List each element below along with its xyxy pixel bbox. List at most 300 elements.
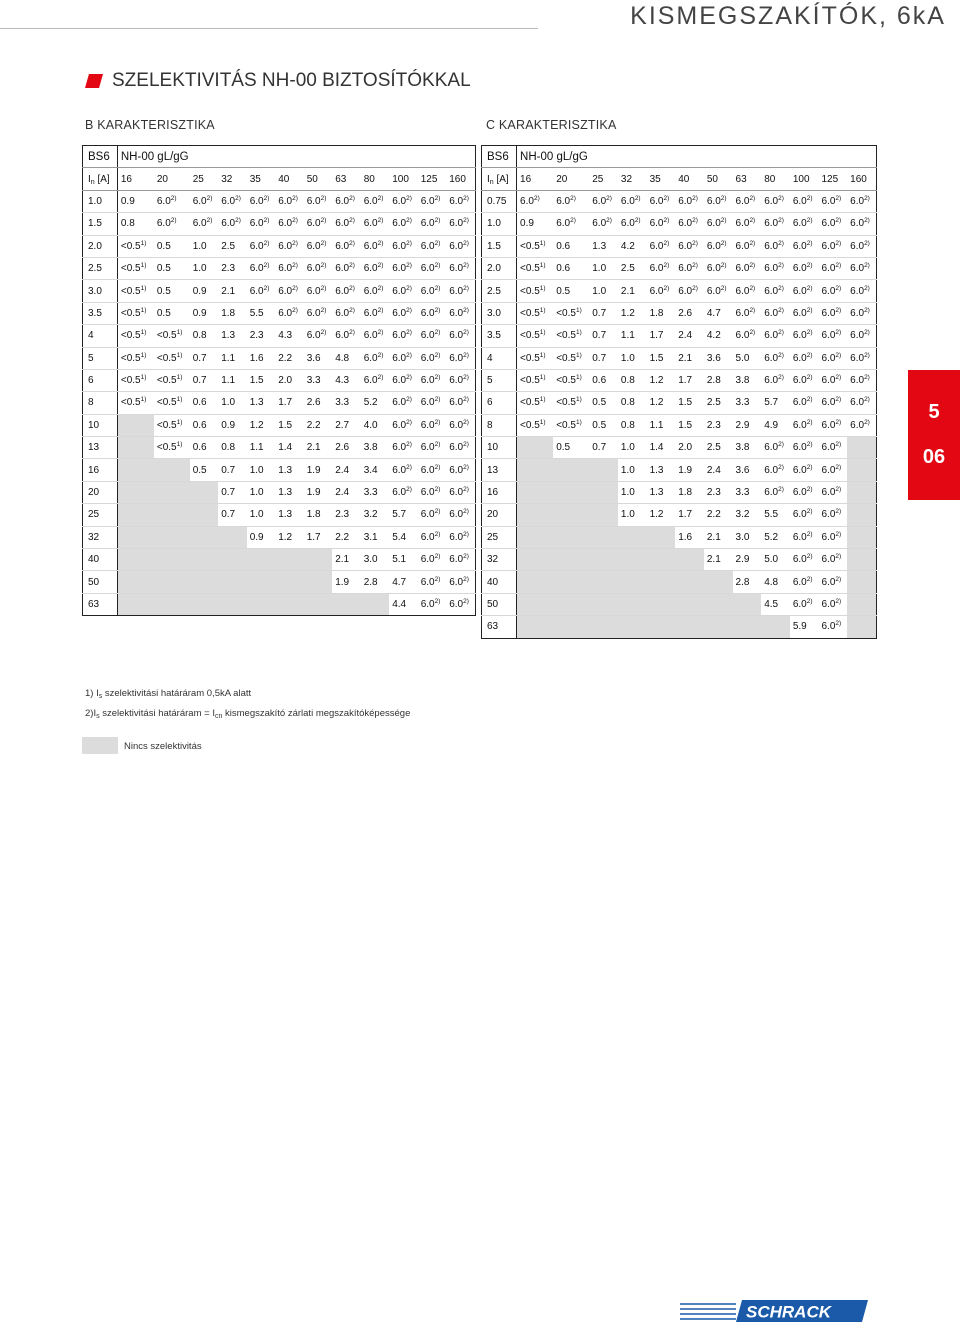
selectivity-cell xyxy=(704,257,733,279)
chapter-number: 5 xyxy=(928,401,940,423)
selectivity-cell xyxy=(190,280,219,302)
footnote-mark: 2) xyxy=(320,329,327,337)
cell-value: 4.3 xyxy=(335,375,350,387)
footnote-mark: 2) xyxy=(692,239,698,247)
footnote-mark: 1) xyxy=(575,306,582,314)
cell-value: 4.4 xyxy=(392,599,407,610)
selectivity-cell xyxy=(847,190,876,212)
cell-value: 1.5 xyxy=(649,352,664,364)
selectivity-cell xyxy=(218,190,247,212)
selectivity-cell xyxy=(704,526,733,548)
selectivity-cell xyxy=(819,347,848,369)
cell-value: 2.4 xyxy=(335,464,350,476)
row-rated-current: 20 xyxy=(482,504,517,526)
cell-value: 0.8 xyxy=(120,218,135,230)
selectivity-cell xyxy=(647,302,676,324)
row-rated-current: 6 xyxy=(482,392,517,414)
cell-value: 2.6 xyxy=(678,307,693,319)
table-row xyxy=(482,392,877,414)
cell-value: 0.8 xyxy=(620,419,635,431)
no-selectivity-cell xyxy=(704,616,733,638)
cell-value: 0.8 xyxy=(620,397,635,409)
row-rated-current: 40 xyxy=(482,571,517,593)
cell-value: 6.0 xyxy=(449,442,464,454)
footnote-mark: 2) xyxy=(349,217,355,225)
footnote-mark: 2) xyxy=(377,374,384,382)
cell-value: 6.0 xyxy=(792,330,807,342)
cell-value: 2.3 xyxy=(706,419,721,431)
footnote-mark: 2) xyxy=(749,194,756,202)
cell-value: 0.5 xyxy=(156,285,171,297)
footnote-mark: 2) xyxy=(463,553,469,561)
selectivity-cell xyxy=(154,302,190,324)
fuse-rating-header: 40 xyxy=(275,168,304,190)
cell-value: 0.7 xyxy=(221,487,236,499)
cell-value: 6.0 xyxy=(306,195,321,207)
cell-value: 1.0 xyxy=(249,487,264,499)
selectivity-cell xyxy=(761,213,790,235)
selectivity-cell xyxy=(675,302,704,324)
cell-value: 6.0 xyxy=(449,419,464,431)
cell-value: 6.0 xyxy=(449,487,464,499)
cell-value: 4.7 xyxy=(392,576,407,588)
selectivity-cell xyxy=(389,257,418,279)
footnote-mark: 1) xyxy=(140,351,147,359)
footnote-mark: 1) xyxy=(539,329,546,337)
selectivity-cell xyxy=(847,280,876,302)
selectivity-cell xyxy=(618,190,647,212)
cell-value: 1.0 xyxy=(192,240,207,252)
fuse-rating-header: 32 xyxy=(218,168,247,190)
no-selectivity-cell xyxy=(117,549,153,571)
table-row xyxy=(482,437,877,459)
cell-value: 6.0 xyxy=(420,576,435,588)
selectivity-cell xyxy=(618,235,647,257)
cell-value: 6.0 xyxy=(420,487,435,499)
footnote-mark: 2) xyxy=(434,262,441,270)
cell-value: <0.5 xyxy=(156,397,177,409)
footnote-mark: 2) xyxy=(835,486,842,494)
selectivity-cell xyxy=(704,190,733,212)
cell-value: 3.0 xyxy=(735,531,750,543)
footnote-mark: 2) xyxy=(864,351,870,359)
row-rated-current: 32 xyxy=(83,526,118,548)
selectivity-cell xyxy=(275,347,304,369)
no-selectivity-cell xyxy=(247,593,276,615)
footnote-mark: 2) xyxy=(749,329,756,337)
cell-value: <0.5 xyxy=(156,442,177,454)
selectivity-cell xyxy=(418,593,447,615)
selectivity-cell xyxy=(675,526,704,548)
cell-value: 6.0 xyxy=(706,263,721,275)
selectivity-cell xyxy=(647,481,676,503)
cell-value: 6.0 xyxy=(392,263,407,275)
selectivity-cell xyxy=(446,571,475,593)
cell-value: 6.0 xyxy=(363,330,378,342)
no-selectivity-cell xyxy=(117,459,153,481)
footnote-mark: 2) xyxy=(835,217,842,225)
selectivity-cell xyxy=(218,437,247,459)
row-rated-current: 63 xyxy=(482,616,517,638)
no-selectivity-cell xyxy=(618,593,647,615)
cell-value: 5.2 xyxy=(764,531,779,543)
cell-value: 6.0 xyxy=(735,285,750,297)
cell-value: 4.8 xyxy=(335,352,350,364)
table-row xyxy=(83,392,476,414)
footnote-mark: 2) xyxy=(864,418,870,426)
footnote-mark: 2) xyxy=(864,217,870,225)
footnote-mark: 2) xyxy=(206,217,213,225)
selectivity-cell xyxy=(517,392,554,414)
cell-value: 3.1 xyxy=(363,531,378,543)
selectivity-cell xyxy=(418,526,447,548)
footnote-mark: 2) xyxy=(406,463,412,471)
cell-value: 6.0 xyxy=(792,195,807,207)
cell-value: 6.0 xyxy=(420,195,435,207)
footnote-mark: 2) xyxy=(570,194,576,202)
selectivity-cell xyxy=(618,280,647,302)
cell-value: 6.0 xyxy=(706,240,721,252)
footnote-mark: 2) xyxy=(320,262,327,270)
cell-value: 6.0 xyxy=(678,263,693,275)
selectivity-cell xyxy=(389,571,418,593)
selectivity-cell xyxy=(517,325,554,347)
cell-value: <0.5 xyxy=(520,285,540,297)
footnote-mark: 2) xyxy=(463,217,469,225)
rated-current-unit: [A] xyxy=(94,173,110,185)
cell-value: 0.7 xyxy=(221,464,236,476)
cell-value: 6.0 xyxy=(850,352,865,364)
cell-value: 0.9 xyxy=(249,531,264,543)
selectivity-cell xyxy=(389,302,418,324)
footnote-mark: 2) xyxy=(263,217,270,225)
row-rated-current: 13 xyxy=(482,459,517,481)
footnote-mark: 2) xyxy=(406,262,412,270)
footnote-mark: 2) xyxy=(349,329,355,337)
no-selectivity-cell xyxy=(618,549,647,571)
selectivity-cell xyxy=(190,347,219,369)
selectivity-cell xyxy=(247,235,276,257)
footnote-mark: 2) xyxy=(806,262,813,270)
cell-value: 6.0 xyxy=(420,442,435,454)
cell-value: <0.5 xyxy=(156,419,177,431)
legend-label: Nincs szelektivitás xyxy=(124,741,202,752)
cell-value: 2.9 xyxy=(735,554,750,566)
selectivity-cell xyxy=(589,414,618,436)
cell-value: 6.0 xyxy=(420,464,435,476)
selectivity-cell xyxy=(247,257,276,279)
cell-value: 6.0 xyxy=(449,599,464,610)
cell-value: <0.5 xyxy=(120,307,141,319)
cell-value: 6.0 xyxy=(363,352,378,364)
cell-value: 1.2 xyxy=(249,419,264,431)
selectivity-cell xyxy=(675,437,704,459)
selectivity-cell xyxy=(790,549,819,571)
row-rated-current: 25 xyxy=(482,526,517,548)
cell-value: 1.1 xyxy=(221,375,236,387)
footnote-mark: 2) xyxy=(463,508,469,516)
cell-value: 1.0 xyxy=(192,263,207,275)
selectivity-cell xyxy=(247,504,276,526)
row-rated-current: 0.75 xyxy=(482,190,517,212)
footnote-mark: 2) xyxy=(463,598,469,605)
selectivity-cell xyxy=(117,369,153,391)
footnote-mark: 2) xyxy=(864,262,870,270)
footnote-mark: 2) xyxy=(835,598,842,605)
no-selectivity-cell xyxy=(218,571,247,593)
cell-value: 6.0 xyxy=(449,464,464,476)
no-selectivity-cell xyxy=(154,459,190,481)
cell-value: 6.0 xyxy=(764,375,779,387)
selectivity-cell xyxy=(553,235,589,257)
cell-value: 3.8 xyxy=(363,442,378,454)
footnote-mark: 2) xyxy=(835,284,842,292)
cell-value: 4.5 xyxy=(764,599,779,610)
cell-value: 6.0 xyxy=(649,285,664,297)
footnote-mark: 2) xyxy=(320,284,327,292)
cell-value: 2.1 xyxy=(706,554,721,566)
cell-value: <0.5 xyxy=(520,397,540,409)
cell-value: 0.9 xyxy=(192,285,207,297)
selectivity-cell xyxy=(589,235,618,257)
cell-value: 6.0 xyxy=(192,195,207,207)
no-selectivity-cell xyxy=(190,481,219,503)
cell-value: 6.0 xyxy=(821,195,836,207)
cell-value: 6.0 xyxy=(306,240,321,252)
table-row xyxy=(482,616,877,638)
cell-value: 3.3 xyxy=(335,397,350,409)
cell-value: 6.0 xyxy=(156,218,171,230)
cell-value: 1.5 xyxy=(678,397,693,409)
cell-value: 1.1 xyxy=(249,442,264,454)
cell-value: 6.0 xyxy=(821,464,836,476)
selectivity-cell xyxy=(847,392,876,414)
footnote-mark: 1) xyxy=(176,418,183,426)
cell-value: 6.0 xyxy=(821,419,836,431)
cell-value: 5.9 xyxy=(792,621,807,633)
selectivity-cell xyxy=(154,347,190,369)
cell-value: 0.5 xyxy=(156,263,171,275)
selectivity-cell xyxy=(618,481,647,503)
footnote-mark: 2) xyxy=(778,329,784,337)
footnote-mark: 2) xyxy=(406,396,412,404)
selectivity-cell xyxy=(790,459,819,481)
row-rated-current: 2.5 xyxy=(83,257,118,279)
cell-value: 6.0 xyxy=(363,218,378,230)
table-row xyxy=(83,504,476,526)
cell-value: 6.0 xyxy=(249,285,264,297)
cell-value: 1.5 xyxy=(678,419,693,431)
cell-value: 1.2 xyxy=(649,397,664,409)
cell-value: 0.7 xyxy=(192,375,207,387)
cell-value: 1.0 xyxy=(592,263,607,275)
footnote-mark: 2) xyxy=(634,217,641,225)
cell-value: 6.0 xyxy=(392,375,407,387)
selectivity-cell xyxy=(589,347,618,369)
selectivity-cell xyxy=(117,235,153,257)
cell-value: 5.2 xyxy=(363,397,378,409)
footnote-mark: 1) xyxy=(140,262,147,270)
selectivity-cell xyxy=(304,526,333,548)
row-rated-current: 32 xyxy=(482,549,517,571)
cell-value: 6.0 xyxy=(792,487,807,499)
selectivity-cell xyxy=(154,392,190,414)
selectivity-cell xyxy=(389,481,418,503)
cell-value: 2.9 xyxy=(735,419,750,431)
cell-value: 2.2 xyxy=(706,509,721,521)
selectivity-cell xyxy=(446,347,475,369)
cell-value: 1.2 xyxy=(649,375,664,387)
selectivity-cell xyxy=(117,190,153,212)
cell-value: 1.2 xyxy=(278,531,293,543)
cell-value: 1.1 xyxy=(649,419,664,431)
cell-value: 6.0 xyxy=(764,263,779,275)
no-selectivity-cell xyxy=(847,549,876,571)
selectivity-cell xyxy=(190,213,219,235)
selectivity-cell xyxy=(553,414,589,436)
selectivity-cell xyxy=(647,257,676,279)
selectivity-cell xyxy=(647,347,676,369)
table-row xyxy=(482,459,877,481)
footnote-mark: 2) xyxy=(806,553,813,561)
no-selectivity-cell xyxy=(589,549,618,571)
footnote-mark: 1) xyxy=(140,396,147,404)
footnote-mark: 2) xyxy=(533,194,540,202)
cell-value: 0.6 xyxy=(592,375,607,387)
footnote-mark: 2) xyxy=(778,194,784,202)
selectivity-cell xyxy=(332,369,361,391)
footnote-mark: 2) xyxy=(377,194,384,202)
selectivity-cell xyxy=(790,190,819,212)
cell-value: 6.0 xyxy=(449,576,464,588)
footnote-mark: 2) xyxy=(806,575,813,583)
table-row xyxy=(482,414,877,436)
cell-value: 5.0 xyxy=(735,352,750,364)
cell-value: 0.8 xyxy=(620,375,635,387)
cell-value: 2.4 xyxy=(335,487,350,499)
row-rated-current: 3.0 xyxy=(83,280,118,302)
selectivity-cell xyxy=(790,235,819,257)
cell-value: 3.3 xyxy=(363,487,378,499)
selectivity-cell xyxy=(819,280,848,302)
selectivity-cell xyxy=(218,235,247,257)
cell-value: 6.0 xyxy=(792,531,807,543)
selectivity-cell xyxy=(647,213,676,235)
selectivity-cell xyxy=(275,325,304,347)
selectivity-cell xyxy=(819,571,848,593)
selectivity-cell xyxy=(218,414,247,436)
selectivity-cell xyxy=(247,302,276,324)
selectivity-cell xyxy=(389,325,418,347)
selectivity-cell xyxy=(247,213,276,235)
selectivity-cell xyxy=(517,414,554,436)
cell-value: 6.0 xyxy=(821,397,836,409)
cell-value: 6.0 xyxy=(821,509,836,521)
cell-value: 0.7 xyxy=(192,352,207,364)
fuse-rating-header: 160 xyxy=(847,168,876,190)
cell-value: 6.0 xyxy=(620,195,635,207)
chapter-subnumber: 06 xyxy=(922,446,946,468)
footnote-mark: 2) xyxy=(749,217,756,225)
selectivity-cell xyxy=(819,481,848,503)
selectivity-cell xyxy=(247,325,276,347)
cell-value: 4.2 xyxy=(706,330,721,342)
selectivity-cell xyxy=(117,392,153,414)
footnote-mark: 2) xyxy=(864,329,870,337)
selectivity-cell xyxy=(247,437,276,459)
selectivity-cell xyxy=(275,369,304,391)
row-rated-current: 20 xyxy=(83,481,118,503)
selectivity-cell xyxy=(553,280,589,302)
cell-value: 1.2 xyxy=(649,509,664,521)
cell-value: 1.7 xyxy=(306,531,321,543)
selectivity-cell xyxy=(647,235,676,257)
selectivity-cell xyxy=(733,190,762,212)
cell-value: 1.4 xyxy=(278,442,293,454)
footnote-mark: 2) xyxy=(263,284,270,292)
no-selectivity-cell xyxy=(190,593,219,615)
selectivity-cell xyxy=(446,257,475,279)
no-selectivity-cell xyxy=(517,571,554,593)
fuse-rating-header: 80 xyxy=(361,168,390,190)
cell-value: 6.0 xyxy=(420,419,435,431)
selectivity-cell xyxy=(517,369,554,391)
cell-value: 4.0 xyxy=(363,419,378,431)
no-selectivity-cell xyxy=(733,616,762,638)
selectivity-cell xyxy=(790,504,819,526)
rated-current-label xyxy=(83,168,118,190)
footnote-mark: 2) xyxy=(806,239,813,247)
selectivity-cell xyxy=(819,616,848,638)
cell-value: 6.0 xyxy=(363,263,378,275)
no-selectivity-cell xyxy=(553,616,589,638)
cell-value: 1.7 xyxy=(678,375,693,387)
selectivity-cell xyxy=(819,190,848,212)
selectivity-cell xyxy=(361,437,390,459)
cell-value: 6.0 xyxy=(449,531,464,543)
cell-value: 6.0 xyxy=(392,330,407,342)
cell-value: 6.0 xyxy=(821,263,836,275)
selectivity-cell xyxy=(275,213,304,235)
selectivity-cell xyxy=(847,213,876,235)
footnote-mark: 1) xyxy=(539,418,546,426)
selectivity-cell xyxy=(761,414,790,436)
footnote-mark: 2) xyxy=(292,262,298,270)
selectivity-cell xyxy=(733,235,762,257)
cell-value: 6.0 xyxy=(449,352,464,364)
selectivity-cell xyxy=(517,280,554,302)
cell-value: 0.5 xyxy=(592,419,607,431)
footnote-mark: 2) xyxy=(835,553,842,561)
selectivity-cell xyxy=(332,325,361,347)
no-selectivity-cell xyxy=(247,571,276,593)
cell-value: 6.0 xyxy=(449,195,464,207)
fuse-rating-header: 63 xyxy=(733,168,762,190)
selectivity-cell xyxy=(819,549,848,571)
selectivity-cell xyxy=(618,504,647,526)
cell-value: 6.0 xyxy=(792,307,807,319)
cell-value: <0.5 xyxy=(520,240,540,252)
table-row xyxy=(482,571,877,593)
fuse-rating-header: 125 xyxy=(819,168,848,190)
selectivity-cell xyxy=(589,325,618,347)
fuse-rating-header: 80 xyxy=(761,168,790,190)
selectivity-cell xyxy=(190,392,219,414)
selectivity-cell xyxy=(819,235,848,257)
footnote-mark: 2) xyxy=(377,329,384,337)
cell-value: 1.3 xyxy=(278,487,293,499)
table-row xyxy=(482,504,877,526)
